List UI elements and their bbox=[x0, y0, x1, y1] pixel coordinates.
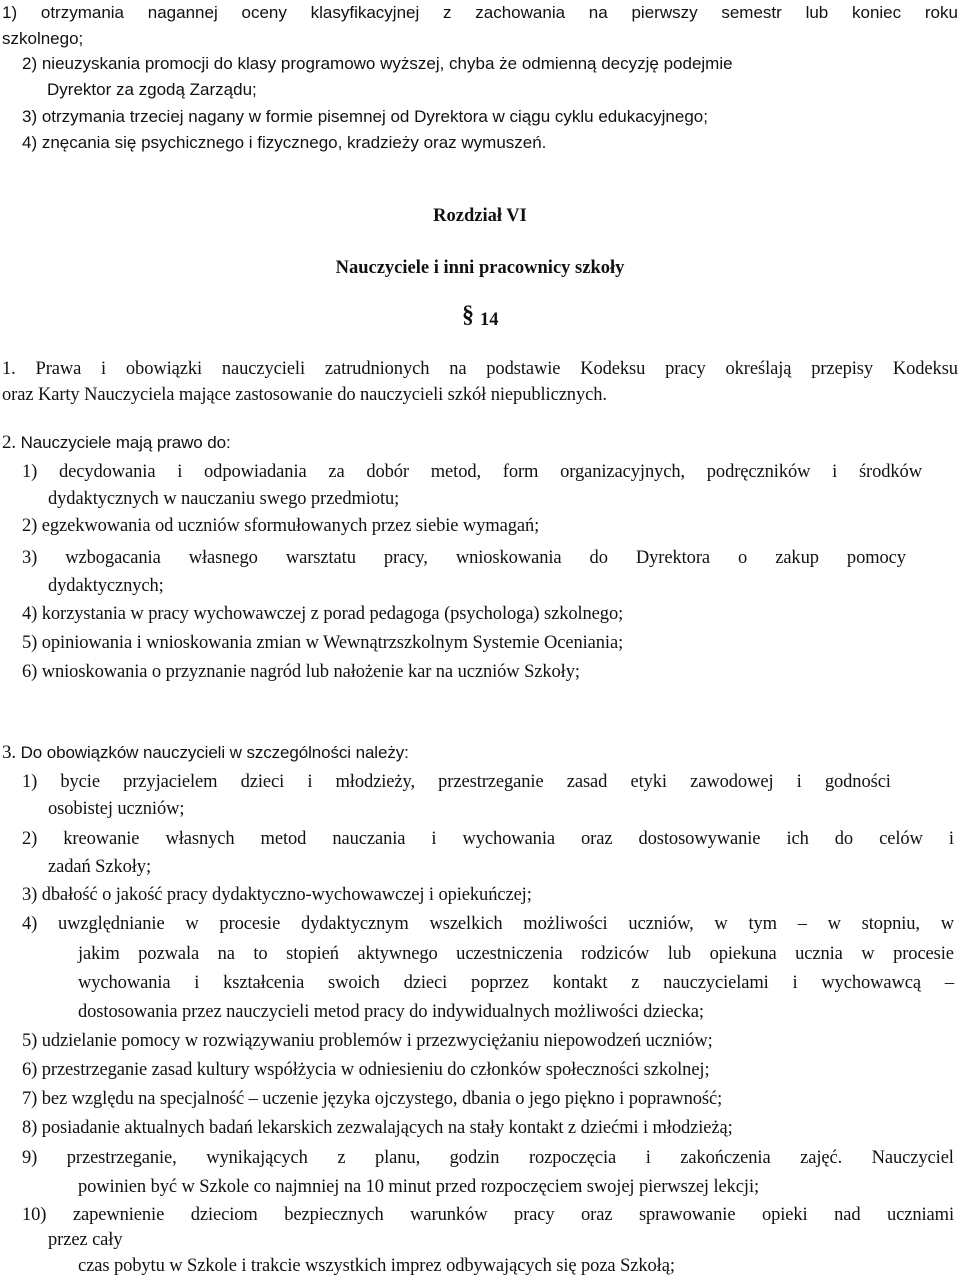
word: zajęć. bbox=[800, 1148, 843, 1168]
word: kontakt bbox=[552, 973, 608, 993]
word: opieki bbox=[761, 1205, 808, 1225]
word: wzbogacania bbox=[65, 548, 161, 568]
line-text bbox=[22, 915, 954, 934]
word: semestr bbox=[721, 3, 782, 22]
word: klasyfikacyjnej bbox=[310, 3, 420, 22]
word: za bbox=[328, 462, 345, 482]
word: rodziców bbox=[581, 944, 650, 964]
word: to bbox=[253, 944, 268, 964]
word: bezpiecznych bbox=[284, 1205, 384, 1225]
line-text bbox=[22, 830, 954, 849]
word: organizacyjnych, bbox=[560, 462, 686, 482]
word: i bbox=[796, 772, 802, 792]
rights-item-3-cont: dydaktycznych; bbox=[48, 576, 164, 596]
word: z bbox=[631, 973, 640, 993]
word: i bbox=[948, 829, 954, 849]
word: i bbox=[832, 462, 838, 482]
line-text bbox=[22, 549, 906, 568]
word: swoich bbox=[328, 973, 380, 993]
duties-item-7: 7) bez względu na specjalność – uczenie języka ojczystego, dbania o jego piękno i poprawność; bbox=[22, 1089, 723, 1109]
prev-item-4: 4) znęcania się psychicznego i fizycznego, kradzieży oraz wymuszeń. bbox=[22, 133, 547, 152]
word: tym bbox=[748, 914, 777, 934]
word: oceny bbox=[241, 3, 287, 22]
word: kształcenia bbox=[223, 973, 305, 993]
word: lub bbox=[805, 3, 829, 22]
word: otrzymania bbox=[40, 3, 125, 22]
word: przestrzeganie, bbox=[66, 1148, 177, 1168]
duties-item-2-cont: zadań Szkoły; bbox=[48, 857, 151, 877]
word: oraz bbox=[581, 829, 613, 849]
word: dydaktycznym bbox=[300, 914, 409, 934]
paragraph-1-line-2: oraz Karty Nauczyciela mające zastosowanie do nauczycieli szkół niepublicznych. bbox=[2, 385, 607, 405]
duties-item-4-cont-2 bbox=[78, 974, 954, 993]
word: w bbox=[185, 914, 199, 934]
line-text bbox=[2, 4, 958, 21]
word: i bbox=[101, 359, 107, 379]
word: z bbox=[337, 1148, 346, 1168]
word: etyki bbox=[630, 772, 667, 792]
section-symbol: § bbox=[462, 302, 474, 328]
paragraph-number: 2. bbox=[2, 432, 17, 453]
intro-text: Do obowiązków nauczycieli w szczególności należy: bbox=[20, 743, 409, 762]
word: jakim bbox=[78, 944, 120, 964]
word: pierwszy bbox=[631, 3, 698, 22]
line-text bbox=[78, 974, 954, 993]
intro-text: Nauczyciele mają prawo do: bbox=[20, 433, 231, 452]
word: podręczników bbox=[706, 462, 811, 482]
word: w bbox=[714, 914, 728, 934]
word: nauczycielami bbox=[663, 973, 769, 993]
word: – bbox=[944, 973, 954, 993]
word: własnych bbox=[165, 829, 235, 849]
word: obowiązki bbox=[125, 359, 203, 379]
word: sprawowanie bbox=[638, 1205, 736, 1225]
paragraph-number: 3. bbox=[2, 742, 17, 763]
word: na bbox=[449, 359, 467, 379]
word: 3) bbox=[22, 548, 38, 568]
word: 1) bbox=[22, 772, 38, 792]
word: wnioskowania bbox=[455, 548, 562, 568]
section-number: 14 bbox=[480, 310, 499, 330]
word: uczestniczenia bbox=[456, 944, 563, 964]
word: oraz bbox=[581, 1205, 613, 1225]
word: poprzez bbox=[471, 973, 529, 993]
word: dzieciom bbox=[190, 1205, 258, 1225]
chapter-title: Rozdział VI bbox=[433, 206, 527, 226]
prev-item-1 bbox=[2, 4, 958, 21]
word: – bbox=[797, 914, 807, 934]
word: opiekuna bbox=[709, 944, 777, 964]
rights-item-5: 5) opiniowania i wnioskowania zmian w Wewnątrzszkolnym Systemie Oceniania; bbox=[22, 633, 624, 653]
word: i bbox=[194, 973, 200, 993]
word: zawodowej bbox=[690, 772, 774, 792]
word: pracy bbox=[513, 1205, 555, 1225]
word: uczniami bbox=[886, 1205, 954, 1225]
word: odpowiadania bbox=[204, 462, 307, 482]
word: kreowanie bbox=[63, 829, 140, 849]
word: Kodeksu bbox=[892, 359, 958, 379]
word: zachowania bbox=[475, 3, 566, 22]
prev-item-1-cont: szkolnego; bbox=[2, 29, 84, 48]
word: wynikających bbox=[206, 1148, 308, 1168]
duties-item-4-cont-3: dostosowania przez nauczycieli metod pracy do indywidualnych możliwości dziecka; bbox=[78, 1002, 704, 1022]
word: warunków bbox=[410, 1205, 488, 1225]
word: o bbox=[738, 548, 748, 568]
word: rozpoczęcia bbox=[528, 1148, 617, 1168]
prev-item-2: 2) nieuzyskania promocji do klasy programowo wyższej, chyba że odmienną decyzję podejmie bbox=[22, 54, 733, 73]
word: przyjacielem bbox=[123, 772, 218, 792]
word: pracy bbox=[665, 359, 706, 379]
word: w bbox=[827, 914, 841, 934]
word: ich bbox=[786, 829, 809, 849]
word: i bbox=[431, 829, 437, 849]
duties-item-4-cont-1 bbox=[78, 945, 954, 964]
paragraph-2-intro bbox=[2, 433, 231, 453]
duties-item-9 bbox=[22, 1149, 954, 1168]
word: 4) bbox=[22, 914, 38, 934]
word: aktywnego bbox=[357, 944, 438, 964]
word: nauczycieli bbox=[221, 359, 306, 379]
word: dobór bbox=[366, 462, 409, 482]
line-text bbox=[22, 773, 891, 792]
line-text bbox=[22, 1206, 954, 1225]
duties-item-10-cont-2: czas pobytu w Szkole i trakcie wszystkich imprez odbywających się poza Szkołą; bbox=[78, 1256, 675, 1276]
word: pracy, bbox=[383, 548, 428, 568]
word: Dyrektora bbox=[635, 548, 710, 568]
duties-item-5: 5) udzielanie pomocy w rozwiązywaniu problemów i przezwyciężaniu niepowodzeń uczniów; bbox=[22, 1031, 713, 1051]
word: 9) bbox=[22, 1148, 38, 1168]
word: 1) bbox=[22, 462, 38, 482]
rights-item-3 bbox=[22, 549, 906, 568]
word: i bbox=[307, 772, 313, 792]
word: lub bbox=[667, 944, 692, 964]
word: koniec bbox=[852, 3, 902, 22]
line-text bbox=[2, 360, 958, 379]
word: ucznia bbox=[795, 944, 843, 964]
word: na bbox=[217, 944, 235, 964]
word: Nauczyciel bbox=[871, 1148, 954, 1168]
word: 1) bbox=[2, 3, 18, 22]
word: do bbox=[589, 548, 608, 568]
word: roku bbox=[924, 3, 958, 22]
word: pozwala bbox=[138, 944, 200, 964]
word: uwzględnianie bbox=[57, 914, 165, 934]
word: planu, bbox=[374, 1148, 421, 1168]
word: i bbox=[792, 973, 798, 993]
word: Prawa bbox=[35, 359, 82, 379]
word: środków bbox=[858, 462, 922, 482]
rights-item-1-cont: dydaktycznych w nauczaniu swego przedmiotu; bbox=[48, 489, 400, 509]
duties-item-2 bbox=[22, 830, 954, 849]
word: stopniu, bbox=[861, 914, 920, 934]
word: nad bbox=[834, 1205, 861, 1225]
word: przestrzeganie bbox=[438, 772, 544, 792]
word: godności bbox=[824, 772, 891, 792]
duties-item-10 bbox=[22, 1206, 954, 1225]
word: decydowania bbox=[58, 462, 156, 482]
duties-item-3: 3) dbałość o jakość pracy dydaktyczno-wychowawczej i opiekuńczej; bbox=[22, 885, 532, 905]
word: zakup bbox=[775, 548, 819, 568]
word: zatrudnionych bbox=[324, 359, 430, 379]
word: stopień bbox=[286, 944, 339, 964]
word: procesie bbox=[893, 944, 954, 964]
word: dzieci bbox=[240, 772, 285, 792]
line-text bbox=[78, 945, 954, 964]
word: podstawie bbox=[486, 359, 561, 379]
duties-item-1 bbox=[22, 773, 891, 792]
word: zasad bbox=[566, 772, 608, 792]
word: form bbox=[502, 462, 539, 482]
word: warsztatu bbox=[285, 548, 356, 568]
duties-item-4 bbox=[22, 915, 954, 934]
word: procesie bbox=[219, 914, 281, 934]
word: z bbox=[443, 3, 452, 22]
word: na bbox=[588, 3, 608, 22]
paragraph-1-line-1 bbox=[2, 360, 958, 379]
word: uczniów, bbox=[628, 914, 694, 934]
duties-item-1-cont: osobistej uczniów; bbox=[48, 799, 185, 819]
paragraph-3-intro bbox=[2, 743, 409, 763]
prev-item-2-cont: Dyrektor za zgodą Zarządu; bbox=[47, 80, 257, 99]
word: własnego bbox=[188, 548, 258, 568]
word: godzin bbox=[449, 1148, 500, 1168]
word: Kodeksu bbox=[580, 359, 646, 379]
rights-item-4: 4) korzystania w pracy wychowawczej z porad pedagoga (psychologa) szkolnego; bbox=[22, 604, 624, 624]
word: młodzieży, bbox=[335, 772, 415, 792]
word: celów bbox=[879, 829, 923, 849]
word: pomocy bbox=[846, 548, 906, 568]
word: wychowawcą bbox=[821, 973, 922, 993]
word: i bbox=[645, 1148, 651, 1168]
word: przepisy bbox=[811, 359, 874, 379]
duties-item-9-cont: powinien być w Szkole co najmniej na 10 minut przed rozpoczęciem swojej pierwszej lekcji; bbox=[78, 1177, 760, 1197]
rights-item-6: 6) wnioskowania o przyznanie nagród lub nałożenie kar na uczniów Szkoły; bbox=[22, 662, 580, 682]
word: 1. bbox=[2, 359, 16, 379]
word: określają bbox=[725, 359, 792, 379]
word: dzieci bbox=[403, 973, 448, 993]
duties-item-6: 6) przestrzeganie zasad kultury współżycia w odniesieniu do członków społeczności szkolnej; bbox=[22, 1060, 710, 1080]
rights-item-2: 2) egzekwowania od uczniów sformułowanych przez siebie wymagań; bbox=[22, 516, 540, 536]
word: i bbox=[177, 462, 183, 482]
word: zakończenia bbox=[680, 1148, 771, 1168]
word: w bbox=[861, 944, 875, 964]
word: nauczania bbox=[332, 829, 406, 849]
chapter-subtitle: Nauczyciele i inni pracownicy szkoły bbox=[335, 258, 625, 278]
word: wychowania bbox=[462, 829, 555, 849]
word: 10) bbox=[22, 1205, 47, 1225]
word: 2) bbox=[22, 829, 38, 849]
word: metod bbox=[260, 829, 307, 849]
word: zapewnienie bbox=[72, 1205, 165, 1225]
word: nagannej bbox=[147, 3, 218, 22]
line-text bbox=[22, 1149, 954, 1168]
word: wszelkich bbox=[429, 914, 503, 934]
duties-item-8: 8) posiadanie aktualnych badań lekarskich zezwalających na stały kontakt z dziećmi i młodzieżą; bbox=[22, 1118, 733, 1138]
word: metod, bbox=[430, 462, 482, 482]
prev-item-3: 3) otrzymania trzeciej nagany w formie pisemnej od Dyrektora w ciągu cyklu edukacyjnego; bbox=[22, 107, 708, 126]
rights-item-1 bbox=[22, 463, 922, 482]
duties-item-10-cont-1: przez cały bbox=[48, 1230, 123, 1250]
word: możliwości bbox=[523, 914, 608, 934]
word: bycie bbox=[60, 772, 100, 792]
line-text bbox=[22, 463, 922, 482]
word: dostosowywanie bbox=[638, 829, 761, 849]
word: w bbox=[940, 914, 954, 934]
word: wychowania bbox=[78, 973, 171, 993]
word: do bbox=[834, 829, 854, 849]
